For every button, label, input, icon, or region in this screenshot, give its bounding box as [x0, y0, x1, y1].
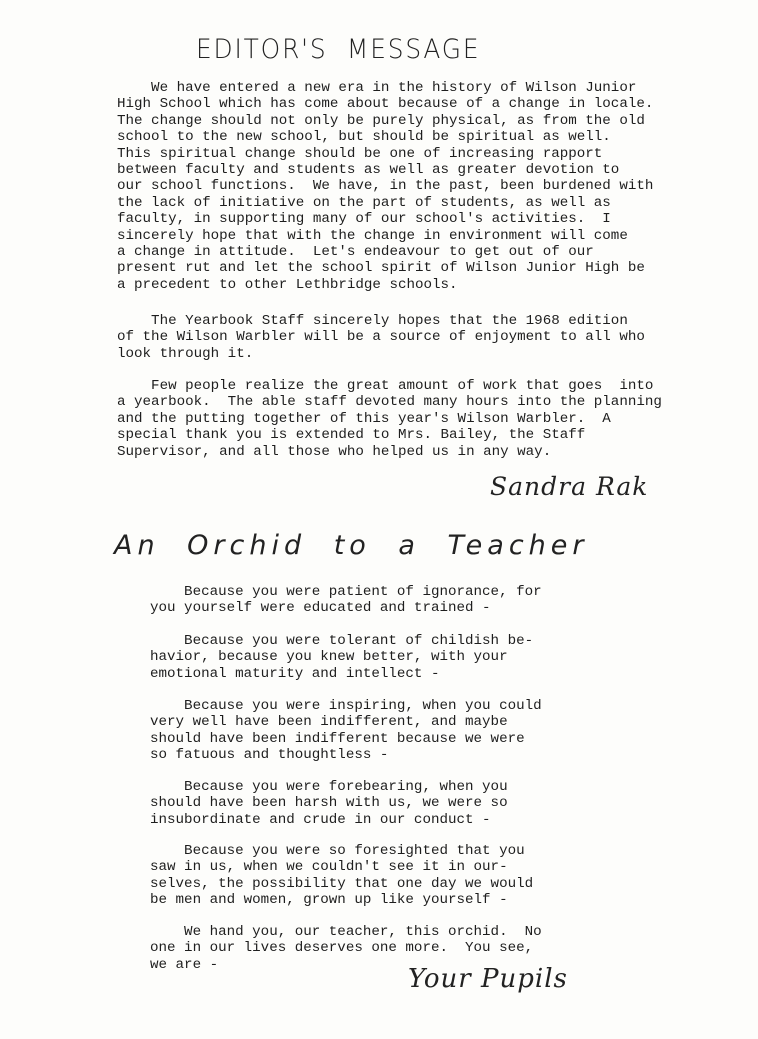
poem-title: An Orchid to a Teacher	[114, 530, 589, 561]
editors-message-paragraph-1: We have entered a new era in the history of Wilson Junior High School which has come about because of a change in locale. The change should not only be purely physical, as from the old school to the new school, but should be spiritual as well. This spiritual change should be one of increasing rapport between faculty and students as well as greater devotion to our school functions. We have, in the past, been burdened with the lack of initiative on the part of students, as well as faculty, in supporting many of our school's activities. I sincerely hope that with the change in environment will come a change in attitude. Let's endeavour to get out of our present rut and let the school spirit of Wilson Junior High be a precedent to other Lethbridge schools.	[117, 80, 654, 293]
poem-stanza-2: Because you were tolerant of childish be- havior, because you knew better, with your emotional maturity and intellect -	[150, 633, 534, 682]
editors-message-heading: EDITOR'S MESSAGE	[196, 34, 481, 65]
poem-stanza-5: Because you were so foresighted that you saw in us, when we couldn't see it in our- selves, the possibility that one day we would be men and women, grown up like yourself -	[150, 843, 534, 909]
pupils-signature: Your Pupils	[408, 964, 568, 994]
poem-stanza-1: Because you were patient of ignorance, for you yourself were educated and trained -	[150, 584, 542, 617]
poem-stanza-6: We hand you, our teacher, this orchid. No one in our lives deserves one more. You see, we are -	[150, 924, 542, 973]
poem-stanza-3: Because you were inspiring, when you could very well have been indifferent, and maybe should have been indifferent because we were so fatuous and thoughtless -	[150, 698, 542, 764]
editors-message-paragraph-3: Few people realize the great amount of work that goes into a yearbook. The able staff devoted many hours into the planning and the putting together of this year's Wilson Warbler. A special thank you is extended to Mrs. Bailey, the Staff Supervisor, and all those who helped us in any way.	[117, 378, 662, 460]
editor-signature: Sandra Rak	[490, 472, 649, 501]
editors-message-paragraph-2: The Yearbook Staff sincerely hopes that the 1968 edition of the Wilson Warbler will be a source of enjoyment to all who look through it.	[117, 313, 645, 362]
poem-stanza-4: Because you were forebearing, when you should have been harsh with us, we were so insubordinate and crude in our conduct -	[150, 779, 508, 828]
